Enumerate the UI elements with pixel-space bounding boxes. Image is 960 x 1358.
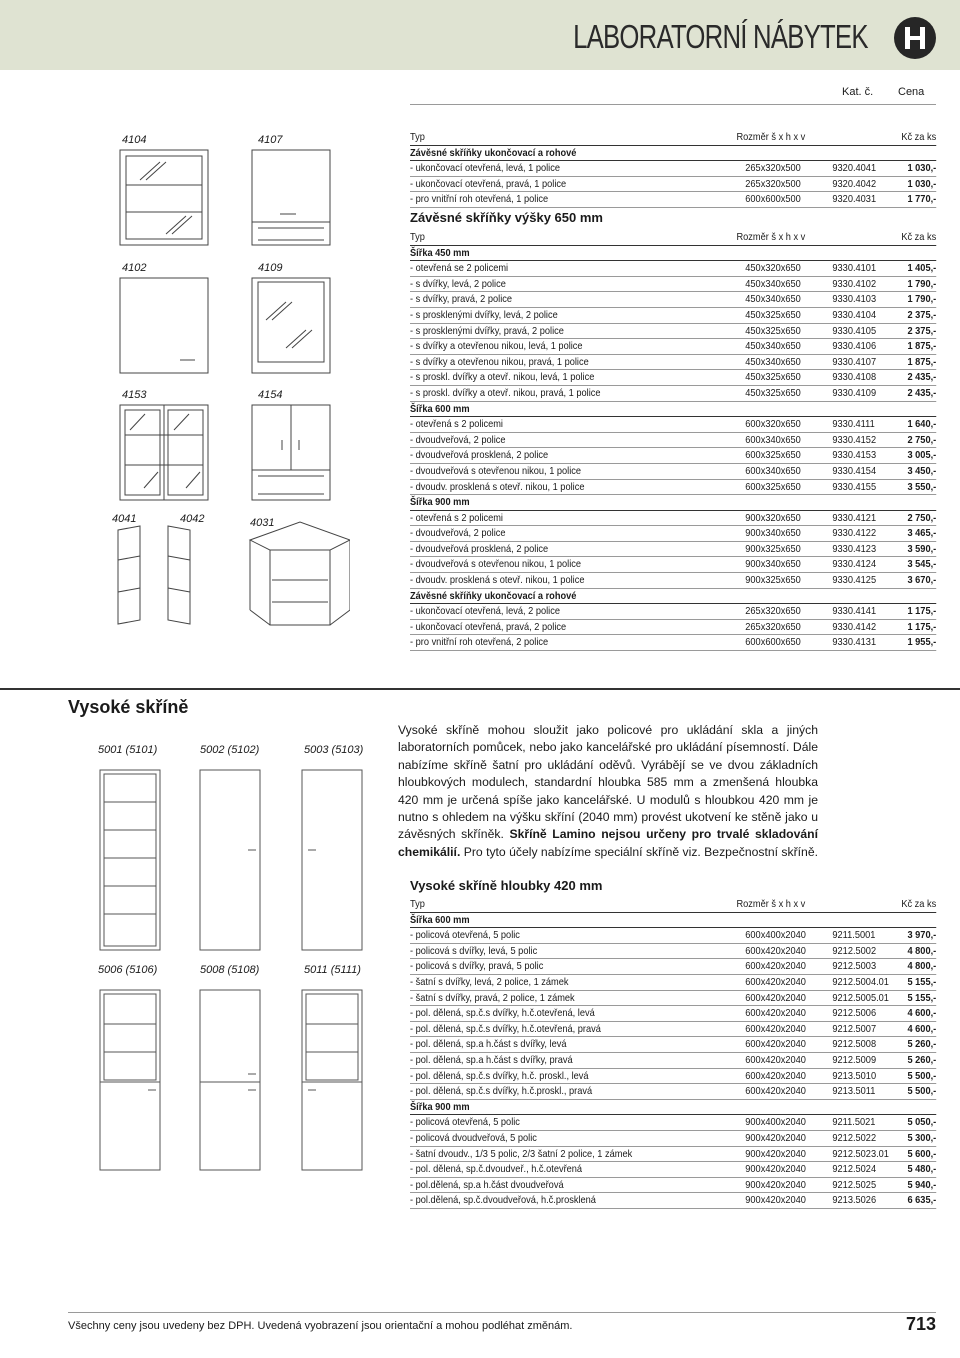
cell-code: 9330.4111 xyxy=(832,418,875,431)
cell-code: 9330.4155 xyxy=(832,480,877,493)
cell-price: 2 375,- xyxy=(907,324,937,337)
section-divider xyxy=(0,688,960,690)
cell-name: - šatní s dvířky, pravá, 2 police, 1 zámek xyxy=(410,991,575,1004)
table-row xyxy=(410,161,936,177)
header-dim: Rozměr š x h x v xyxy=(736,231,806,243)
cell-code: 9330.4102 xyxy=(832,277,877,290)
table-row xyxy=(410,192,936,208)
cell-name: - s prosklenými dvířky, pravá, 2 police xyxy=(410,324,564,337)
cell-price: 3 545,- xyxy=(907,558,937,571)
table-row xyxy=(410,480,936,496)
cell-dim: 900x325x650 xyxy=(745,574,801,587)
footer-note: Všechny ceny jsou uvedeny bez DPH. Uvedená vyobrazení jsou orientační a mohou podléhat změnám. xyxy=(68,1320,573,1332)
cell-code: 9330.4123 xyxy=(832,542,877,555)
cell-dim: 900x420x2040 xyxy=(745,1163,806,1176)
header-name: Typ xyxy=(410,898,425,910)
section-row xyxy=(410,1100,936,1116)
cell-code: 9212.5009 xyxy=(832,1053,877,1066)
cell-dim: 900x420x2040 xyxy=(745,1178,806,1191)
table-row xyxy=(410,386,936,402)
cell-code: 9330.4142 xyxy=(832,620,877,633)
header-divider xyxy=(410,104,936,105)
cell-name: - ukončovací otevřená, pravá, 2 police xyxy=(410,620,567,633)
cell-name: - s dvířky, levá, 2 police xyxy=(410,277,506,290)
wall-cabinet-sketches xyxy=(100,130,350,630)
table-header xyxy=(410,897,936,913)
table-row xyxy=(410,620,936,636)
sketch-label: 5011 (5111) xyxy=(304,964,361,976)
cell-dim: 600x420x2040 xyxy=(745,944,806,957)
cell-price: 1 790,- xyxy=(907,277,937,290)
table-row xyxy=(410,277,936,293)
cell-code: 9212.5023.01 xyxy=(832,1147,889,1160)
cell-price: 5 155,- xyxy=(907,991,937,1004)
sketch-label: 4041 xyxy=(112,513,137,525)
section-row xyxy=(410,495,936,511)
sketch-label: 4109 xyxy=(258,262,283,274)
cell-dim: 450x325x650 xyxy=(745,386,801,399)
sketch-label: 5001 (5101) xyxy=(98,744,158,756)
cell-dim: 265x320x650 xyxy=(745,620,801,633)
sketch-label: 4154 xyxy=(258,389,283,401)
cell-code: 9330.4141 xyxy=(832,605,877,618)
cell-code: 9212.5025 xyxy=(832,1178,877,1191)
table-header xyxy=(410,230,936,246)
cell-name: Šířka 900 mm xyxy=(410,1100,470,1113)
cell-name: - pol. dělená, sp.č.s dvířky, h.č. proskl., levá xyxy=(410,1069,589,1082)
cell-dim: 600x340x650 xyxy=(745,433,801,446)
cell-code: 9330.4108 xyxy=(832,371,877,384)
cell-price: 1 030,- xyxy=(907,162,937,175)
cell-name: Šířka 900 mm xyxy=(410,496,470,509)
cell-name: Závěsné skříňky ukončovací a rohové xyxy=(410,589,577,602)
table-row xyxy=(410,944,936,960)
cena-label: Cena xyxy=(898,86,925,98)
cell-name: - s proskl. dvířky a otevř. nikou, levá, 1 police xyxy=(410,371,595,384)
cell-name: - policová otevřená, 5 polic xyxy=(410,1116,520,1129)
cell-code: 9212.5008 xyxy=(832,1038,877,1051)
section-row xyxy=(410,146,936,162)
table-row xyxy=(410,542,936,558)
cell-name: - šatní dvoudv., 1/3 5 polic, 2/3 šatní 2 police, 1 zámek xyxy=(410,1147,633,1160)
cell-code: 9211.5021 xyxy=(832,1116,876,1129)
cell-name: - dvoudveřová s otevřenou nikou, 1 police xyxy=(410,558,582,571)
cell-price: 3 590,- xyxy=(907,542,937,555)
subtitle-420: Vysoké skříně hloubky 420 mm xyxy=(410,878,603,893)
section-row xyxy=(410,913,936,929)
cell-name: - pol. dělená, sp.č.s dvířky, h.č.proskl., pravá xyxy=(410,1085,593,1098)
cell-dim: 900x340x650 xyxy=(745,527,801,540)
cell-price: 3 670,- xyxy=(907,574,937,587)
cell-name: - s dvířky, pravá, 2 police xyxy=(410,293,513,306)
sketch-label: 5008 (5108) xyxy=(200,964,260,976)
cell-code: 9330.4107 xyxy=(832,355,877,368)
cell-dim: 600x340x650 xyxy=(745,464,801,477)
cell-code: 9330.4122 xyxy=(832,527,877,540)
cell-code: 9212.5004.01 xyxy=(832,975,889,988)
table-row xyxy=(410,1115,936,1131)
table-row xyxy=(410,959,936,975)
cell-price: 5 260,- xyxy=(907,1038,937,1051)
sketch-label: 4104 xyxy=(122,134,147,146)
cell-name: - dvoudveřová prosklená, 2 police xyxy=(410,449,549,462)
table-row xyxy=(410,573,936,589)
table-row xyxy=(410,1022,936,1038)
cell-price: 3 970,- xyxy=(907,929,937,942)
cell-dim: 600x600x650 xyxy=(745,636,801,649)
cell-dim: 450x325x650 xyxy=(745,371,801,384)
table-row xyxy=(410,1147,936,1163)
cell-name: - s dvířky a otevřenou nikou, pravá, 1 police xyxy=(410,355,589,368)
cell-dim: 900x340x650 xyxy=(745,558,801,571)
cell-dim: 900x400x2040 xyxy=(745,1116,806,1129)
section-row xyxy=(410,589,936,605)
cell-code: 9330.4125 xyxy=(832,574,877,587)
cell-name: - otevřená s 2 policemi xyxy=(410,418,503,431)
cell-price: 5 500,- xyxy=(907,1069,937,1082)
table-row xyxy=(410,1006,936,1022)
cell-price: 3 550,- xyxy=(907,480,937,493)
cell-price: 3 005,- xyxy=(907,449,937,462)
para-text-1: Vysoké skříně mohou sloužit jako policové pro ukládání skla a jiných laboratorních pomůcek, nebo jako kancelářské pro ukládání písemností. Dále nabízíme skříně šatní pro ukládání oděvů. Vyrábějí se ve dvou základních hloubkových modulech, standardní hloubka 585 mm a zmenšená hloubka 420 mm je určená spíše jako kancelářské. U modulů s hloubkou 420 mm je nutno s ohledem na výšku skříní (2040 mm) provést ukotvení ke stěně jako u závěsných skříněk. xyxy=(398,723,818,842)
cell-price: 5 260,- xyxy=(907,1053,937,1066)
cell-price: 4 800,- xyxy=(907,960,937,973)
sketch-label: 4107 xyxy=(258,134,283,146)
cell-name: - dvoudveřová, 2 police xyxy=(410,527,506,540)
cell-name: - policová otevřená, 5 polic xyxy=(410,929,520,942)
cell-name: Šířka 450 mm xyxy=(410,246,470,259)
header-price: Kč za ks xyxy=(901,131,937,143)
cell-dim: 900x320x650 xyxy=(745,511,801,524)
cell-dim: 450x340x650 xyxy=(745,340,801,353)
table-row xyxy=(410,635,936,651)
table-row xyxy=(410,991,936,1007)
cell-code: 9212.5007 xyxy=(832,1022,877,1035)
cell-price: 1 790,- xyxy=(907,293,937,306)
cell-name: - pol. dělená, sp.a h.část s dvířky, levá xyxy=(410,1038,567,1051)
sketch-label: 5003 (5103) xyxy=(304,744,364,756)
table-row xyxy=(410,1069,936,1085)
cell-name: - dvoudveřová s otevřenou nikou, 1 police xyxy=(410,464,582,477)
cell-price: 6 635,- xyxy=(907,1194,937,1207)
sketch-label: 5006 (5106) xyxy=(98,964,158,976)
cell-dim: 600x420x2040 xyxy=(745,991,806,1004)
cell-price: 1 875,- xyxy=(907,355,937,368)
cell-code: 9213.5010 xyxy=(832,1069,877,1082)
cell-dim: 265x320x500 xyxy=(745,177,801,190)
table-row xyxy=(410,1178,936,1194)
cell-dim: 600x325x650 xyxy=(745,449,801,462)
cell-code: 9330.4124 xyxy=(832,558,877,571)
page-title: LABORATORNÍ NÁBYTEK xyxy=(573,18,868,55)
table-row xyxy=(410,355,936,371)
cell-dim: 600x600x500 xyxy=(745,193,801,206)
cell-dim: 450x325x650 xyxy=(745,308,801,321)
cell-price: 3 450,- xyxy=(907,464,937,477)
cell-price: 5 155,- xyxy=(907,975,937,988)
cell-price: 2 375,- xyxy=(907,308,937,321)
cell-code: 9330.4105 xyxy=(832,324,877,337)
cell-price: 2 750,- xyxy=(907,433,937,446)
cell-name: - pol. dělená, sp.č.dvoudveř., h.č.otevřená xyxy=(410,1163,583,1176)
brand-logo-icon xyxy=(894,17,936,59)
table-row xyxy=(410,324,936,340)
subtitle-650: Závěsné skříňky výšky 650 mm xyxy=(410,210,603,225)
cell-code: 9330.4104 xyxy=(832,308,877,321)
cell-dim: 600x420x2040 xyxy=(745,1007,806,1020)
cell-price: 1 770,- xyxy=(907,193,937,206)
table-row xyxy=(410,308,936,324)
cell-name: Závěsné skříňky ukončovací a rohové xyxy=(410,146,577,159)
cell-code: 9212.5005.01 xyxy=(832,991,889,1004)
cell-name: - dvoudveřová, 2 police xyxy=(410,433,506,446)
cell-name: - šatní s dvířky, levá, 2 police, 1 zámek xyxy=(410,975,569,988)
cell-dim: 900x420x2040 xyxy=(745,1194,806,1207)
cell-dim: 600x420x2040 xyxy=(745,975,806,988)
cell-name: - s proskl. dvířky a otevř. nikou, pravá, 1 police xyxy=(410,386,601,399)
cell-code: 9330.4152 xyxy=(832,433,877,446)
cell-name: - ukončovací otevřená, levá, 1 police xyxy=(410,162,560,175)
cell-dim: 600x420x2040 xyxy=(745,1022,806,1035)
cell-price: 5 480,- xyxy=(907,1163,937,1176)
cell-dim: 450x340x650 xyxy=(745,277,801,290)
cell-name: - ukončovací otevřená, levá, 2 police xyxy=(410,605,560,618)
cell-price: 3 465,- xyxy=(907,527,937,540)
table-row xyxy=(410,433,936,449)
table-row xyxy=(410,511,936,527)
sketch-label: 4102 xyxy=(122,262,147,274)
cell-code: 9330.4121 xyxy=(832,511,877,524)
cell-name: - dvoudveřová prosklená, 2 police xyxy=(410,542,549,555)
table-row xyxy=(410,339,936,355)
section-title: Vysoké skříně xyxy=(68,697,189,717)
table-row xyxy=(410,928,936,944)
cell-dim: 450x340x650 xyxy=(745,355,801,368)
table-row xyxy=(410,975,936,991)
cell-name: - pol.dělená, sp.a h.část dvoudveřová xyxy=(410,1178,564,1191)
cell-dim: 450x325x650 xyxy=(745,324,801,337)
cell-price: 1 875,- xyxy=(907,340,937,353)
cell-price: 5 500,- xyxy=(907,1085,937,1098)
cell-code: 9320.4031 xyxy=(832,193,877,206)
cell-price: 2 435,- xyxy=(907,386,937,399)
cell-name: - policová s dvířky, levá, 5 polic xyxy=(410,944,538,957)
cell-price: 5 050,- xyxy=(907,1116,937,1129)
cell-price: 1 030,- xyxy=(907,177,937,190)
cell-code: 9330.4109 xyxy=(832,386,877,399)
cell-code: 9330.4101 xyxy=(832,262,877,275)
intro-paragraph xyxy=(398,722,818,861)
cell-name: - pol.dělená, sp.č.dvoudveřová, h.č.prosklená xyxy=(410,1194,596,1207)
cell-code: 9213.5026 xyxy=(832,1194,877,1207)
page-number: 713 xyxy=(905,1314,936,1334)
cell-name: - policová s dvířky, pravá, 5 polic xyxy=(410,960,544,973)
table-row xyxy=(410,604,936,620)
table-row xyxy=(410,261,936,277)
cell-dim: 600x420x2040 xyxy=(745,960,806,973)
para-bold: Skříně Lamino nejsou určeny pro trvalé skladování chemikálií. xyxy=(398,827,818,859)
cell-code: 9212.5002 xyxy=(832,944,877,957)
header-dim: Rozměr š x h x v xyxy=(736,131,806,143)
cell-code: 9320.4041 xyxy=(832,162,877,175)
footer-divider xyxy=(68,1312,936,1313)
cell-price: 2 435,- xyxy=(907,371,937,384)
cell-code: 9212.5006 xyxy=(832,1007,877,1020)
cell-name: - ukončovací otevřená, pravá, 1 police xyxy=(410,177,567,190)
table-row xyxy=(410,1162,936,1178)
cell-name: - s dvířky a otevřenou nikou, levá, 1 police xyxy=(410,340,583,353)
cell-dim: 600x320x650 xyxy=(745,418,801,431)
cell-dim: 900x420x2040 xyxy=(745,1147,806,1160)
cell-name: - pol. dělená, sp.č.s dvířky, h.č.otevřená, pravá xyxy=(410,1022,601,1035)
cell-dim: 600x420x2040 xyxy=(745,1038,806,1051)
cell-code: 9212.5024 xyxy=(832,1163,877,1176)
cell-name: - policová dvoudveřová, 5 polic xyxy=(410,1131,537,1144)
table-row xyxy=(410,1053,936,1069)
cell-code: 9212.5022 xyxy=(832,1131,877,1144)
cell-name: - otevřená s 2 policemi xyxy=(410,511,503,524)
para-text-2: Pro tyto účely nabízíme speciální skříně viz. Bezpečnostní skříně. xyxy=(460,844,818,859)
table-row xyxy=(410,292,936,308)
table-row xyxy=(410,370,936,386)
cell-code: 9330.4103 xyxy=(832,293,877,306)
section-row xyxy=(410,246,936,262)
cell-price: 5 600,- xyxy=(907,1147,937,1160)
sketch-label: 4153 xyxy=(122,389,147,401)
cell-name: Šířka 600 mm xyxy=(410,913,470,926)
sketch-label: 4031 xyxy=(250,517,275,529)
cell-dim: 265x320x650 xyxy=(745,605,801,618)
cell-price: 1 640,- xyxy=(907,418,937,431)
cell-name: - dvoudv. prosklená s otevř. nikou, 1 police xyxy=(410,480,585,493)
cell-name: - otevřená se 2 policemi xyxy=(410,262,509,275)
table-wall-corner-500 xyxy=(410,130,936,208)
cell-code: 9330.4153 xyxy=(832,449,877,462)
cell-dim: 450x320x650 xyxy=(745,262,801,275)
cell-code: 9320.4042 xyxy=(832,177,877,190)
section-row xyxy=(410,402,936,418)
table-row xyxy=(410,464,936,480)
cell-name: - pol. dělená, sp.č.s dvířky, h.č.otevřená, levá xyxy=(410,1007,595,1020)
header-price: Kč za ks xyxy=(901,231,937,243)
cell-price: 5 940,- xyxy=(907,1178,937,1191)
cell-price: 1 175,- xyxy=(907,620,937,633)
cell-price: 2 750,- xyxy=(907,511,937,524)
cell-code: 9330.4106 xyxy=(832,340,877,353)
cell-dim: 265x320x500 xyxy=(745,162,801,175)
table-header xyxy=(410,130,936,146)
cell-dim: 450x340x650 xyxy=(745,293,801,306)
cell-name: Šířka 600 mm xyxy=(410,402,470,415)
table-row xyxy=(410,1037,936,1053)
header-dim: Rozměr š x h x v xyxy=(736,898,806,910)
table-row xyxy=(410,1193,936,1209)
cell-name: - pro vnitřní roh otevřená, 2 police xyxy=(410,636,549,649)
cell-dim: 600x420x2040 xyxy=(745,1085,806,1098)
cell-name: - s prosklenými dvířky, levá, 2 police xyxy=(410,308,558,321)
header-price: Kč za ks xyxy=(901,898,937,910)
kat-label: Kat. č. xyxy=(842,86,874,98)
cell-code: 9211.5001 xyxy=(832,929,876,942)
cell-dim: 600x325x650 xyxy=(745,480,801,493)
table-tall-420 xyxy=(410,897,936,1209)
header-name: Typ xyxy=(410,231,425,243)
table-row xyxy=(410,1131,936,1147)
cell-code: 9213.5011 xyxy=(832,1085,876,1098)
cell-dim: 900x420x2040 xyxy=(745,1131,806,1144)
cell-dim: 600x400x2040 xyxy=(745,929,806,942)
table-wall-650 xyxy=(410,230,936,651)
table-row xyxy=(410,417,936,433)
table-row xyxy=(410,177,936,193)
table-row xyxy=(410,448,936,464)
sketch-label: 5002 (5102) xyxy=(200,744,260,756)
cell-price: 1 175,- xyxy=(907,605,937,618)
cell-price: 4 600,- xyxy=(907,1007,937,1020)
table-row xyxy=(410,1084,936,1100)
cell-price: 1 955,- xyxy=(907,636,937,649)
cell-price: 5 300,- xyxy=(907,1131,937,1144)
table-row xyxy=(410,526,936,542)
cell-name: - pol. dělená, sp.a h.část s dvířky, pravá xyxy=(410,1053,573,1066)
cell-price: 1 405,- xyxy=(907,262,937,275)
sketch-label: 4042 xyxy=(180,513,205,525)
cell-code: 9330.4131 xyxy=(832,636,877,649)
cell-name: - dvoudv. prosklená s otevř. nikou, 1 police xyxy=(410,574,585,587)
cell-code: 9212.5003 xyxy=(832,960,877,973)
cell-price: 4 800,- xyxy=(907,944,937,957)
cell-price: 4 600,- xyxy=(907,1022,937,1035)
cell-dim: 900x325x650 xyxy=(745,542,801,555)
table-row xyxy=(410,557,936,573)
header-name: Typ xyxy=(410,131,425,143)
cell-dim: 600x420x2040 xyxy=(745,1053,806,1066)
cell-dim: 600x420x2040 xyxy=(745,1069,806,1082)
cell-name: - pro vnitřní roh otevřená, 1 police xyxy=(410,193,549,206)
cell-code: 9330.4154 xyxy=(832,464,877,477)
